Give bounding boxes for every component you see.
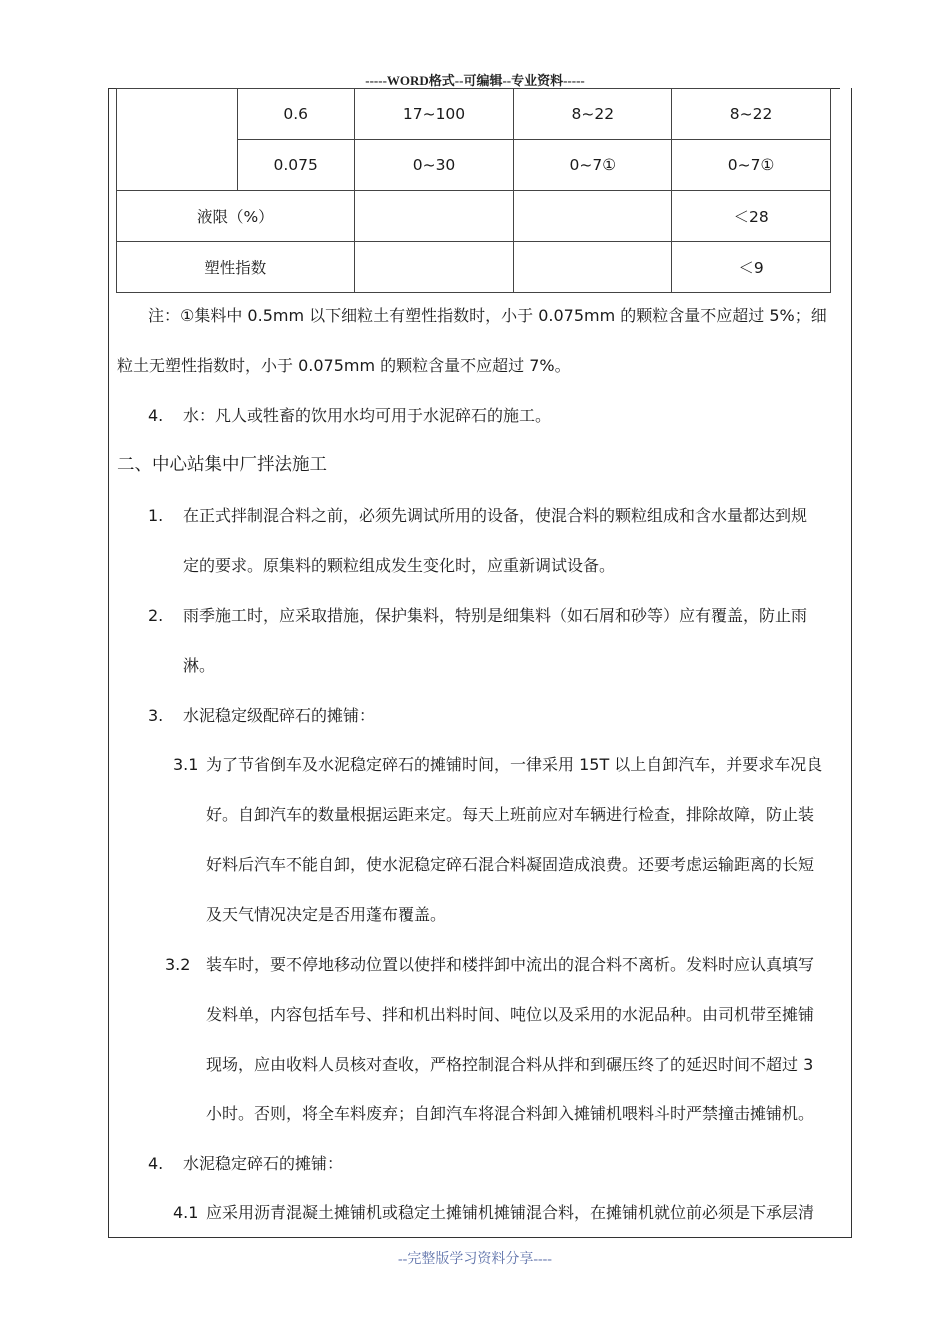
list-number: 2. — [148, 606, 164, 625]
list-item-text: 在正式拌制混合料之前，必须先调试所用的设备，使混合料的颗粒组成和含水量都达到规 — [183, 506, 808, 525]
page-footer: --完整版学习资料分享---- — [398, 1252, 552, 1267]
property-label-cell: 塑性指数 — [117, 242, 355, 293]
table-row — [117, 242, 831, 293]
table-cell — [354, 191, 514, 242]
sieve-size-cell: 0.6 — [237, 89, 354, 140]
table-cell: 8~22 — [672, 89, 831, 140]
table-cell — [514, 242, 672, 293]
sub-item-text: 小时。否则，将全车料废弃；自卸汽车将混合料卸入摊铺机喂料斗时严禁撞击摊铺机。 — [206, 1104, 815, 1123]
table-cell: ＜28 — [672, 191, 831, 242]
sub-item-text: 装车时，要不停地移动位置以使拌和楼拌卸中流出的混合料不离析。发料时应认真填写 — [206, 955, 815, 974]
table-cell: 0~7① — [514, 140, 672, 191]
list-item-text: 定的要求。原集料的颗粒组成发生变化时，应重新调试设备。 — [183, 556, 616, 575]
gradation-table — [116, 88, 831, 293]
list-number: 4. — [148, 1154, 164, 1173]
list-item-text: 水泥稳定级配碎石的摊铺： — [183, 706, 376, 725]
table-cell-merged — [117, 89, 238, 191]
sub-item-text: 应采用沥青混凝土摊铺机或稳定土摊铺机摊铺混合料，在摊铺机就位前必须是下承层清 — [206, 1203, 815, 1222]
sub-number: 3.2 — [165, 955, 191, 974]
sub-item-text: 好料后汽车不能自卸，使水泥稳定碎石混合料凝固造成浪费。还要考虑运输距离的长短 — [206, 855, 815, 874]
table-cell: 0~30 — [354, 140, 514, 191]
table-cell: 17~100 — [354, 89, 514, 140]
sieve-size-cell: 0.075 — [237, 140, 354, 191]
list-number: 4. — [148, 406, 164, 425]
sub-item-text: 好。自卸汽车的数量根据运距来定。每天上班前应对车辆进行检查，排除故障，防止装 — [206, 805, 815, 824]
table-cell — [354, 242, 514, 293]
sub-item-text: 及天气情况决定是否用蓬布覆盖。 — [206, 905, 447, 924]
note-line: 注：①集料中 0.5mm 以下细粒土有塑性指数时，小于 0.075mm 的颗粒含量不应超过 5%；细 — [148, 306, 827, 325]
table-cell: 0~7① — [672, 140, 831, 191]
sub-number: 3.1 — [173, 755, 199, 774]
table-cell: 8~22 — [514, 89, 672, 140]
list-number: 3. — [148, 706, 164, 725]
property-label-cell: 液限（%） — [117, 191, 355, 242]
section-heading: 二、中心站集中厂拌法施工 — [117, 455, 327, 475]
table-row — [117, 89, 831, 140]
list-number: 1. — [148, 506, 164, 525]
page-header: -----WORD格式--可编辑--专业资料----- — [365, 73, 585, 88]
sub-number: 4.1 — [173, 1203, 199, 1222]
list-item-text: 水：凡人或牲畜的饮用水均可用于水泥碎石的施工。 — [183, 406, 552, 425]
note-line: 粒土无塑性指数时，小于 0.075mm 的颗粒含量不应超过 7%。 — [117, 356, 571, 375]
table-cell: ＜9 — [672, 242, 831, 293]
sub-item-text: 为了节省倒车及水泥稳定碎石的摊铺时间，一律采用 15T 以上自卸汽车，并要求车况良 — [206, 755, 823, 774]
table-row — [117, 191, 831, 242]
list-item-text: 淋。 — [183, 656, 216, 675]
sub-item-text: 现场，应由收料人员核对查收，严格控制混合料从拌和到碾压终了的延迟时间不超过 3 — [206, 1055, 814, 1074]
table-cell — [514, 191, 672, 242]
list-item-text: 水泥稳定碎石的摊铺： — [183, 1154, 344, 1173]
list-item-text: 雨季施工时，应采取措施，保护集料，特别是细集料（如石屑和砂等）应有覆盖，防止雨 — [183, 606, 808, 625]
sub-item-text: 发料单，内容包括车号、拌和机出料时间、吨位以及采用的水泥品种。由司机带至摊铺 — [206, 1005, 815, 1024]
